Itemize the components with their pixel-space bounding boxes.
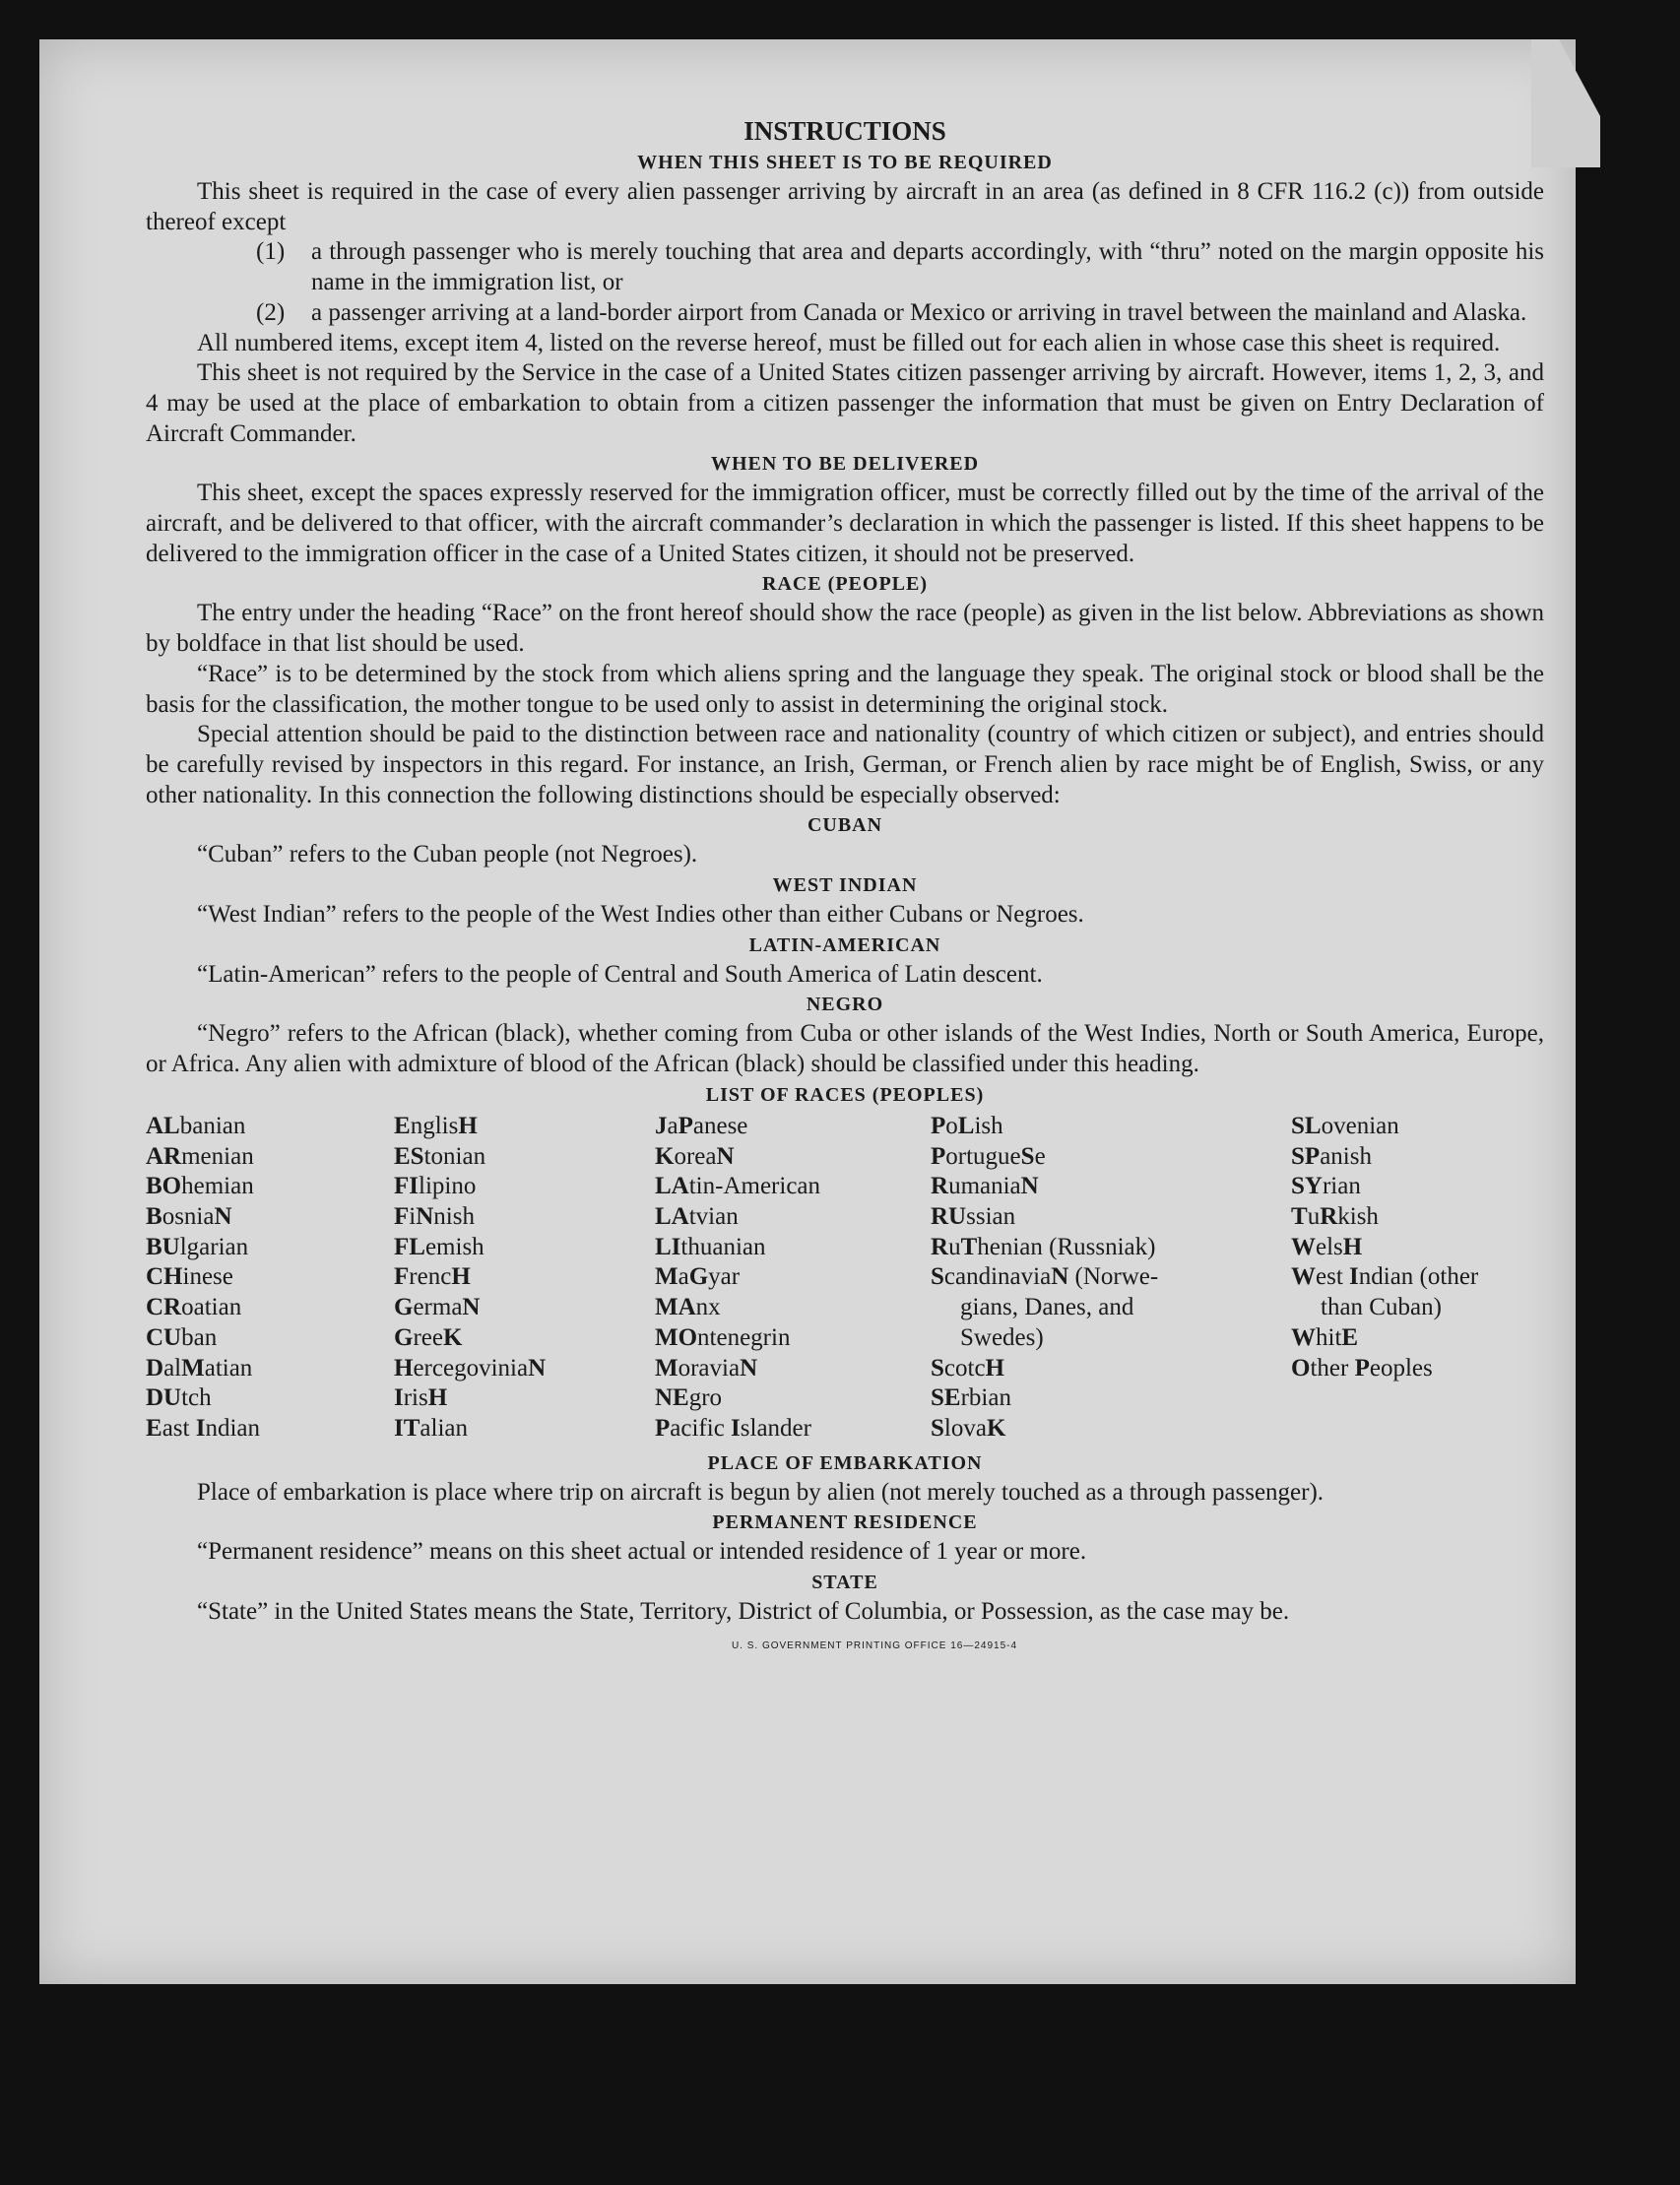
heading-residence: PERMANENT RESIDENCE (712, 1511, 978, 1534)
race-name-part: ovenian (1321, 1112, 1399, 1139)
race-name-part: nglis (410, 1112, 459, 1139)
race-name-part: cotc (943, 1354, 986, 1382)
race-abbreviation: AR (146, 1142, 182, 1170)
race-abbreviation: W (1291, 1233, 1316, 1260)
race-abbreviation: N (416, 1202, 434, 1230)
race-entry (931, 1323, 1291, 1354)
race-name-part: oravia (678, 1354, 741, 1382)
race-name-part: tonian (423, 1142, 486, 1170)
race-entry (655, 1202, 931, 1233)
race-name-part: lova (943, 1414, 987, 1442)
race-abbreviation: ES (394, 1142, 424, 1170)
heading-embarkation: PLACE OF EMBARKATION (707, 1451, 983, 1474)
race-abbreviation: K (655, 1142, 675, 1170)
race-abbreviation: O (1291, 1354, 1311, 1382)
race-abbreviation: I (394, 1384, 404, 1412)
race-entry (146, 1414, 394, 1445)
race-entry (146, 1293, 394, 1323)
race-name-part: est (1316, 1263, 1350, 1291)
race-name-part: hit (1316, 1323, 1342, 1351)
race-name-part: lgarian (179, 1233, 249, 1260)
race-name-part: erma (413, 1294, 463, 1321)
race-name-part: henian (Russniak) (977, 1233, 1156, 1260)
race-abbreviation: CR (146, 1294, 182, 1321)
exception-item-2 (256, 298, 1544, 329)
race-entry (146, 1233, 394, 1263)
race-entry (655, 1414, 931, 1445)
race-entry (394, 1142, 655, 1173)
race-entry (931, 1293, 1291, 1323)
race-abbreviation: F (394, 1202, 410, 1230)
race-name-part: emish (424, 1233, 485, 1260)
race-name-part: ree (413, 1323, 443, 1351)
para-embarkation: Place of embarkation is place where trip on aircraft is begun by alien (not merely touched as a through passenger). (197, 1478, 1325, 1506)
race-entry (146, 1202, 394, 1233)
race-abbreviation: MO (655, 1323, 698, 1351)
race-abbreviation: R (931, 1173, 949, 1200)
race-entry (1291, 1142, 1544, 1173)
race-abbreviation: E (146, 1414, 162, 1442)
race-abbreviation: M (655, 1263, 678, 1291)
race-entry (931, 1414, 1291, 1445)
race-abbreviation: SL (1291, 1112, 1322, 1139)
race-abbreviation: E (394, 1112, 411, 1139)
exception-number: (2) (256, 298, 286, 326)
race-entry (931, 1383, 1291, 1414)
race-abbreviation: AL (146, 1112, 180, 1139)
para-negro: “Negro” refers to the African (black), whether coming from Cuba or other islands of the West Indies, North or South America, Europe, or Africa. Any alien with admixture of blood of the African (black) should be classified under this heading. (146, 1020, 1544, 1078)
heading-negro: NEGRO (806, 994, 884, 1016)
race-name-part: orea (674, 1142, 717, 1170)
race-abbreviation: W (1291, 1263, 1316, 1291)
race-entry (394, 1293, 655, 1323)
race-abbreviation: G (688, 1263, 709, 1291)
race-entry (394, 1262, 655, 1293)
race-name-part: inese (182, 1263, 233, 1291)
para-state: “State” in the United States means the State, Territory, District of Columbia, or Possession, as the case may be. (197, 1598, 1290, 1626)
race-name-part: atian (204, 1354, 253, 1382)
heading-race: RACE (PEOPLE) (762, 573, 928, 596)
heading-state: STATE (811, 1572, 878, 1594)
race-abbreviation: N (1051, 1263, 1069, 1291)
race-abbreviation: H (451, 1263, 471, 1291)
race-name-part: slander (740, 1414, 811, 1442)
race-abbreviation: M (655, 1354, 678, 1382)
race-abbreviation: N (1020, 1173, 1039, 1200)
race-entry (394, 1383, 655, 1414)
race-entry (931, 1172, 1291, 1202)
race-abbreviation: H (1342, 1233, 1363, 1260)
printer-imprint: U. S. GOVERNMENT PRINTING OFFICE 16—24915-4 (731, 1639, 1018, 1651)
race-entry (394, 1233, 655, 1263)
race-name-part: hemian (181, 1173, 254, 1200)
race-abbreviation: H (394, 1354, 414, 1382)
race-abbreviation: SY (1291, 1173, 1323, 1200)
race-name-part: tch (181, 1384, 212, 1412)
race-abbreviation: S (1020, 1142, 1035, 1170)
race-entry (655, 1323, 931, 1354)
race-entry (394, 1202, 655, 1233)
race-column (931, 1112, 1291, 1445)
race-abbreviation: S (931, 1354, 944, 1382)
race-name-part: ortugue (945, 1142, 1021, 1170)
race-name-part: ris (403, 1384, 428, 1412)
race-entry (931, 1142, 1291, 1173)
race-column (1291, 1112, 1544, 1445)
race-abbreviation: I (1349, 1263, 1359, 1291)
race-abbreviation: RU (931, 1202, 967, 1230)
race-name-part: ntenegrin (697, 1323, 791, 1351)
race-abbreviation: CU (146, 1323, 182, 1351)
race-name-part: u (1307, 1202, 1321, 1230)
race-entry (146, 1383, 394, 1414)
race-abbreviation: I (731, 1414, 741, 1442)
race-abbreviation: N (528, 1354, 547, 1382)
race-entry (146, 1142, 394, 1173)
race-name-part: ndian (205, 1414, 260, 1442)
race-name-part: ndian (other (1358, 1263, 1479, 1291)
race-name-part: candinavia (943, 1263, 1052, 1291)
race-abbreviation: B (146, 1202, 162, 1230)
exception-number: (1) (256, 238, 286, 266)
exception-item-1 (256, 237, 1544, 297)
race-name-part: alian (420, 1414, 468, 1442)
race-abbreviation: IT (394, 1414, 420, 1442)
race-entry (394, 1323, 655, 1354)
race-name-part: ban (181, 1323, 218, 1351)
race-name-part: Swedes) (960, 1323, 1044, 1351)
race-name-part: (Norwe- (1068, 1263, 1159, 1291)
heading-cuban: CUBAN (807, 814, 883, 837)
race-abbreviation: LA (655, 1173, 689, 1200)
race-name-part: yar (708, 1263, 741, 1291)
race-abbreviation: M (181, 1354, 205, 1382)
race-entry (931, 1354, 1291, 1384)
para-residence: “Permanent residence” means on this sheet actual or intended residence of 1 year or more. (197, 1538, 1087, 1566)
race-name-part: eoples (1369, 1354, 1433, 1382)
exception-text: a passenger arriving at a land-border airport from Canada or Mexico or arriving in travel between the mainland and Alaska. (311, 298, 1527, 326)
race-entry (1291, 1293, 1544, 1323)
race-abbreviation: F (394, 1263, 410, 1291)
heading-list-of-races: LIST OF RACES (PEOPLES) (705, 1083, 985, 1106)
race-entry (146, 1323, 394, 1354)
race-abbreviation: N (214, 1202, 232, 1230)
race-name-part: thuanian (680, 1233, 766, 1260)
race-entry (655, 1233, 931, 1263)
race-abbreviation: P (1354, 1354, 1370, 1382)
race-entry (394, 1172, 655, 1202)
para-numbered-items: All numbered items, except item 4, listed on the reverse hereof, must be filled out for each alien in whose case this sheet is required. (197, 329, 1501, 356)
race-column (394, 1112, 655, 1445)
race-abbreviation: LI (655, 1233, 681, 1260)
instructions-document (146, 114, 1544, 1661)
race-abbreviation: P (655, 1414, 671, 1442)
race-name-part: rbian (960, 1384, 1011, 1412)
race-name-part: tvian (688, 1202, 739, 1230)
race-entry (655, 1293, 931, 1323)
race-abbreviation: BO (146, 1173, 182, 1200)
race-column (146, 1112, 394, 1445)
race-entry (146, 1354, 394, 1384)
para-cuban: “Cuban” refers to the Cuban people (not Negroes). (197, 841, 698, 868)
race-name-part: ish (974, 1112, 1003, 1139)
race-abbreviation: SP (1291, 1142, 1321, 1170)
race-entry (931, 1112, 1291, 1142)
race-abbreviation: FL (394, 1233, 425, 1260)
race-abbreviation: H (427, 1384, 448, 1412)
race-name-part: a (678, 1263, 689, 1291)
race-entry (394, 1354, 655, 1384)
race-name-part: renc (409, 1263, 452, 1291)
race-entry (146, 1262, 394, 1293)
para-west-indian: “West Indian” refers to the people of the West Indies other than either Cubans or Negroes. (197, 901, 1084, 929)
race-list (146, 1112, 1544, 1445)
race-name-part: els (1316, 1233, 1343, 1260)
race-abbreviation: K (986, 1414, 1006, 1442)
race-name-part: banian (179, 1112, 246, 1139)
race-abbreviation: S (931, 1263, 944, 1291)
race-entry (655, 1262, 931, 1293)
race-abbreviation: DU (146, 1384, 182, 1412)
race-abbreviation: J (655, 1112, 668, 1139)
race-name-part: rian (1322, 1173, 1361, 1200)
race-abbreviation: H (985, 1354, 1004, 1382)
race-abbreviation: G (394, 1294, 414, 1321)
race-abbreviation: H (458, 1112, 478, 1139)
exception-text: a through passenger who is merely touching that area and departs accordingly, with “thru” noted on the margin opposite his name in the immigration list, or (311, 238, 1544, 296)
race-entry (931, 1262, 1291, 1293)
race-abbreviation: E (1341, 1323, 1359, 1351)
race-entry (1291, 1112, 1544, 1142)
race-entry (146, 1112, 394, 1142)
race-abbreviation: N (740, 1354, 758, 1382)
race-abbreviation: LA (655, 1202, 689, 1230)
race-abbreviation: S (931, 1414, 944, 1442)
race-abbreviation: T (1291, 1202, 1308, 1230)
race-name-part: nish (433, 1202, 475, 1230)
race-name-part: acific (670, 1414, 732, 1442)
race-entry (1291, 1323, 1544, 1354)
race-abbreviation: P (678, 1112, 693, 1139)
race-abbreviation: D (146, 1354, 164, 1382)
para-delivered: This sheet, except the spaces expressly reserved for the immigration officer, must be correctly filled out by the time of the arrival of the aircraft, and be delivered to that officer, with the aircraft commander’s declaration in which the passenger is listed. If this sheet happens to be delivered to the immigration officer in the case of a United States citizen, it should not be preserved. (146, 480, 1544, 567)
race-name-part: ssian (966, 1202, 1016, 1230)
race-abbreviation: G (394, 1323, 414, 1351)
para-race-1: The entry under the heading “Race” on the front hereof should show the race (people) as given in the list below. Abbreviations as shown by boldface in that list should be used. (146, 600, 1544, 658)
race-name-part: kish (1337, 1202, 1379, 1230)
race-entry (146, 1172, 394, 1202)
race-name-part: o (945, 1112, 958, 1139)
race-name-part: u (948, 1233, 961, 1260)
race-entry (1291, 1233, 1544, 1263)
race-column (655, 1112, 931, 1445)
race-entry (1291, 1354, 1544, 1384)
race-abbreviation: N (716, 1142, 735, 1170)
race-abbreviation: W (1291, 1323, 1316, 1351)
race-abbreviation: SE (931, 1384, 961, 1412)
race-entry (655, 1112, 931, 1142)
race-abbreviation: R (1320, 1202, 1338, 1230)
heading-when-delivered: WHEN TO BE DELIVERED (710, 453, 980, 476)
race-abbreviation: MA (655, 1294, 696, 1321)
race-name-part: i (409, 1202, 417, 1230)
race-abbreviation: CH (146, 1263, 183, 1291)
race-name-part: than Cuban) (1321, 1294, 1442, 1321)
race-name-part: ast (162, 1414, 196, 1442)
race-entry (1291, 1202, 1544, 1233)
race-entry (931, 1202, 1291, 1233)
race-name-part: ther (1310, 1354, 1355, 1382)
race-abbreviation: T (960, 1233, 978, 1260)
race-name-part: oatian (181, 1294, 242, 1321)
race-abbreviation: K (442, 1323, 463, 1351)
race-name-part: lipino (419, 1173, 477, 1200)
heading-west-indian: WEST INDIAN (772, 874, 918, 897)
race-entry (931, 1233, 1291, 1263)
race-abbreviation: NE (655, 1384, 689, 1412)
race-name-part: a (667, 1112, 678, 1139)
para-race-3: Special attention should be paid to the distinction between race and nationality (country of which citizen or subject), and entries should be carefully revised by inspectors in this regard. For instance, an Irish, German, or French alien by race might be of English, Swiss, or any other nationality. In this connection the following distinctions should be especially observed: (146, 721, 1544, 808)
heading-latin-american: LATIN-AMERICAN (748, 933, 941, 956)
race-abbreviation: R (931, 1233, 949, 1260)
race-name-part: al (163, 1354, 182, 1382)
race-name-part: e (1034, 1142, 1046, 1170)
para-citizen: This sheet is not required by the Service in the case of a United States citizen passenger arriving by aircraft. However, items 1, 2, 3, and 4 may be used at the place of embarkation to obtain from a citizen passenger the information that must be given on Entry Declaration of Aircraft Commander. (146, 359, 1544, 447)
race-entry (1291, 1262, 1544, 1293)
race-abbreviation: BU (146, 1233, 180, 1260)
heading-when-required: WHEN THIS SHEET IS TO BE REQUIRED (637, 152, 1053, 173)
race-name-part: anish (1320, 1142, 1372, 1170)
race-name-part: tin-American (688, 1173, 821, 1200)
race-name-part: osnia (162, 1202, 215, 1230)
para-race-2: “Race” is to be determined by the stock from which aliens spring and the language they speak. The original stock or blood shall be the basis for the classification, the mother tongue to be used only to assist in determining the original stock. (146, 660, 1544, 718)
race-entry (1291, 1172, 1544, 1202)
race-entry (394, 1112, 655, 1142)
race-entry (655, 1383, 931, 1414)
race-name-part: menian (181, 1142, 254, 1170)
page-title: INSTRUCTIONS (743, 116, 946, 146)
race-abbreviation: I (195, 1414, 206, 1442)
race-name-part: gro (688, 1384, 723, 1412)
para-latin-american: “Latin-American” refers to the people of Central and South America of Latin descent. (197, 960, 1043, 988)
race-entry (655, 1142, 931, 1173)
race-abbreviation: N (462, 1294, 481, 1321)
race-name-part: nx (695, 1294, 721, 1321)
race-name-part: gians, Danes, and (960, 1294, 1134, 1321)
race-entry (655, 1172, 931, 1202)
race-entry (394, 1414, 655, 1445)
race-name-part: anese (692, 1112, 748, 1139)
race-abbreviation: FI (394, 1173, 419, 1200)
para-required-intro: This sheet is required in the case of every alien passenger arriving by aircraft in an area (as defined in 8 CFR 116.2 (c)) from outside thereof except (146, 178, 1544, 235)
race-abbreviation: P (931, 1142, 946, 1170)
race-name-part: umania (948, 1173, 1021, 1200)
race-abbreviation: L (957, 1112, 975, 1139)
race-name-part: ercegovinia (413, 1354, 529, 1382)
race-abbreviation: P (931, 1112, 946, 1139)
race-entry (655, 1354, 931, 1384)
